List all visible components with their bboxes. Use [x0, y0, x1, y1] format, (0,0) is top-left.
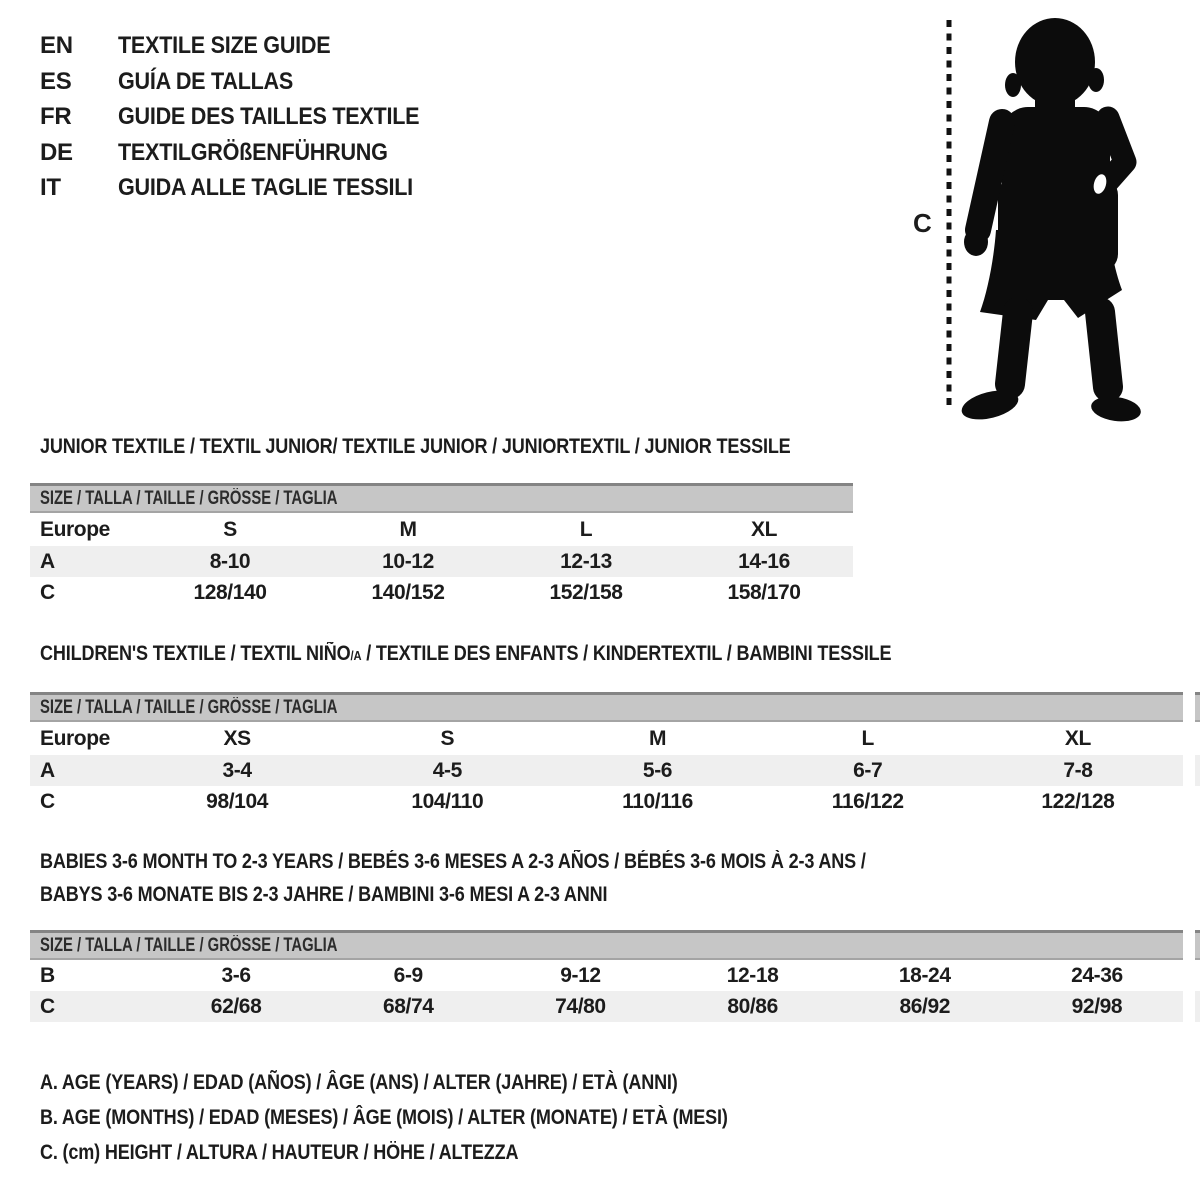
children-section-title [40, 643, 891, 667]
legend-age-months: B. AGE (MONTHS) / EDAD (MESES) / ÂGE (MOIS) / ALTER (MONATE) / ETÀ (MESI) [40, 1106, 728, 1129]
months-value: 6-9 [393, 963, 423, 987]
children-size-table [30, 692, 1183, 817]
age-value: 14-16 [738, 549, 790, 573]
age-value: 3-4 [222, 758, 252, 782]
size-header-text: SIZE / TALLA / TAILLE / GRÖSSE / TAGLIA [40, 696, 338, 718]
age-value: 6-7 [853, 758, 883, 782]
children-age-row [30, 755, 1183, 786]
row-label: B [40, 963, 55, 987]
babies-months-row [30, 960, 1183, 991]
babies-height-row [30, 991, 1183, 1022]
language-code: ES [40, 67, 72, 95]
size-column-label: M [648, 726, 667, 750]
cropped-table-edge [1195, 755, 1200, 786]
age-value: 8-10 [209, 549, 251, 573]
junior-columns-row [30, 513, 853, 546]
children-title-prefix: CHILDREN'S TEXTILE / TEXTIL NIÑO [40, 642, 351, 665]
age-value: 4-5 [432, 758, 462, 782]
junior-height-row [30, 577, 853, 608]
size-column-label: S [223, 517, 237, 541]
size-column-label: L [579, 517, 593, 541]
junior-age-row [30, 546, 853, 577]
children-columns-row [30, 722, 1183, 755]
size-column-label: L [861, 726, 874, 750]
size-column-label: M [399, 517, 417, 541]
size-header-bar [30, 483, 853, 513]
height-measure-label: C [913, 208, 932, 238]
size-header-text: SIZE / TALLA / TAILLE / GRÖSSE / TAGLIA [40, 487, 338, 509]
months-value: 18-24 [898, 963, 951, 987]
size-header-bar [30, 692, 1183, 722]
height-value: 80/86 [727, 994, 778, 1018]
age-value: 10-12 [382, 549, 434, 573]
age-value: 7-8 [1063, 758, 1093, 782]
height-value: 140/152 [371, 580, 445, 604]
guide-title-es: GUÍA DE TALLAS [118, 67, 294, 95]
cropped-table-edge [1195, 692, 1200, 722]
months-value: 9-12 [560, 963, 601, 987]
age-value: 12-13 [560, 549, 612, 573]
height-value: 116/122 [831, 789, 904, 813]
language-code: EN [40, 32, 73, 59]
region-label: Europe [40, 517, 110, 541]
height-value: 110/116 [622, 789, 693, 813]
row-label: A [40, 549, 55, 573]
size-column-label: XL [750, 517, 778, 541]
months-value: 3-6 [221, 963, 251, 987]
height-value: 74/80 [555, 994, 606, 1018]
language-row-en [40, 33, 453, 69]
junior-size-table [30, 483, 853, 608]
region-label: Europe [40, 726, 110, 750]
row-label: A [40, 758, 55, 782]
height-value: 92/98 [1071, 994, 1123, 1018]
legend-height-cm: C. (cm) HEIGHT / ALTURA / HAUTEUR / HÖHE / ALTEZZA [40, 1141, 519, 1164]
cropped-table-edge [1195, 991, 1200, 1022]
babies-section-title-line2: BABYS 3-6 MONATE BIS 2-3 JAHRE / BAMBINI 3-6 MESI A 2-3 ANNI [40, 883, 608, 906]
language-row-es [40, 69, 453, 105]
height-value: 128/140 [193, 580, 267, 604]
babies-size-table [30, 930, 1183, 1022]
size-column-label: XS [223, 726, 251, 750]
height-value: 68/74 [382, 994, 434, 1018]
guide-title-it: GUIDA ALLE TAGLIE TESSILI [118, 174, 413, 201]
children-title-sub: /A [350, 648, 362, 663]
cropped-table-edge [1195, 930, 1200, 960]
height-value: 122/128 [1041, 789, 1115, 813]
junior-section-title: JUNIOR TEXTILE / TEXTIL JUNIOR/ TEXTILE JUNIOR / JUNIORTEXTIL / JUNIOR TESSILE [40, 435, 791, 458]
language-code: FR [40, 103, 72, 130]
babies-section-title-line1: BABIES 3-6 MONTH TO 2-3 YEARS / BEBÉS 3-6 MESES A 2-3 AÑOS / BÉBÉS 3-6 MOIS À 2-3 ANS / [40, 850, 866, 873]
height-value: 152/158 [549, 580, 623, 604]
height-value: 86/92 [899, 994, 951, 1018]
age-value: 5-6 [642, 758, 673, 782]
row-label: C [40, 580, 55, 604]
height-value: 104/110 [411, 789, 484, 813]
row-label: C [40, 994, 55, 1018]
guide-title-de: TEXTILGRÖßENFÜHRUNG [118, 138, 388, 166]
size-column-label: XL [1064, 726, 1091, 750]
size-column-label: S [440, 726, 455, 750]
size-header-bar [30, 930, 1183, 960]
size-header-text: SIZE / TALLA / TAILLE / GRÖSSE / TAGLIA [40, 934, 338, 956]
toddler-silhouette-icon [938, 12, 1145, 422]
children-height-row [30, 786, 1183, 817]
guide-title-en: TEXTILE SIZE GUIDE [118, 32, 331, 59]
legend-age-years: A. AGE (YEARS) / EDAD (AÑOS) / ÂGE (ANS) / ALTER (JAHRE) / ETÀ (ANNI) [40, 1071, 678, 1094]
language-row-it [40, 175, 453, 211]
language-code: DE [40, 138, 73, 166]
row-label: C [40, 789, 55, 813]
children-title-suffix: / TEXTILE DES ENFANTS / KINDERTEXTIL / BAMBINI TESSILE [361, 642, 892, 665]
language-row-fr [40, 104, 453, 140]
height-value: 98/104 [206, 789, 269, 813]
language-title-list [40, 33, 453, 211]
language-row-de [40, 140, 453, 176]
language-code: IT [40, 174, 61, 201]
months-value: 24-36 [1071, 963, 1123, 987]
guide-title-fr: GUIDE DES TAILLES TEXTILE [118, 103, 420, 130]
height-value: 62/68 [210, 994, 262, 1018]
height-value: 158/170 [727, 580, 801, 604]
months-value: 12-18 [726, 963, 779, 987]
